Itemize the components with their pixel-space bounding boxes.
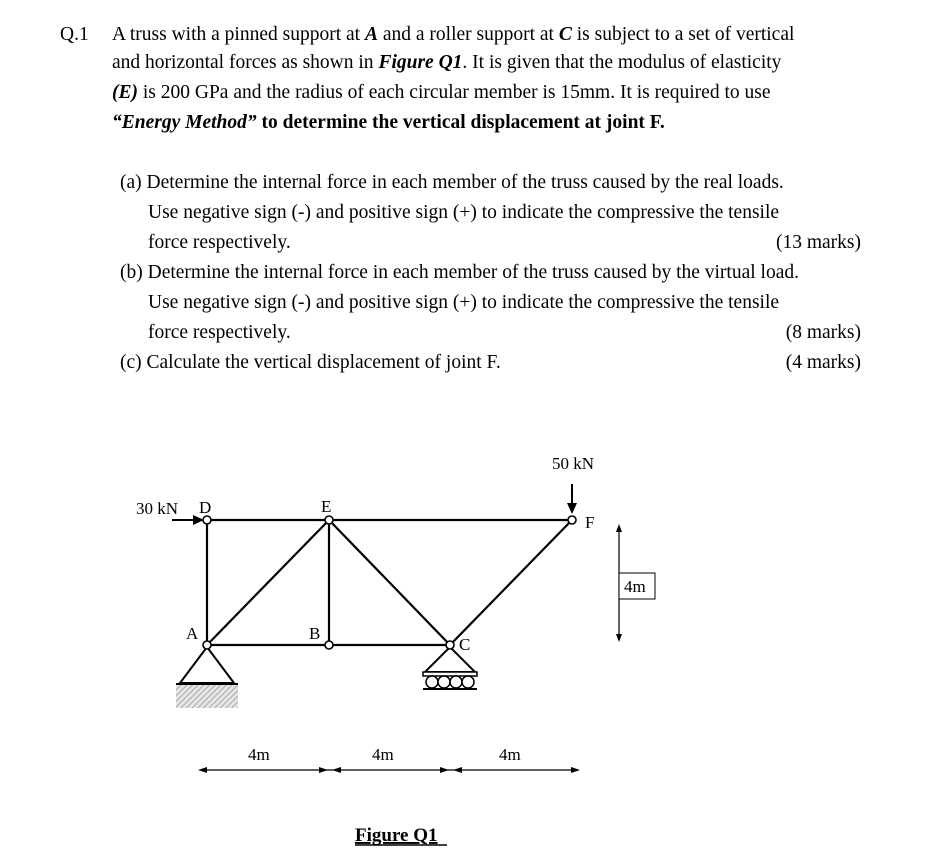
question-line-3: (E) is 200 GPa and the radius of each circular member is 15mm. It is required to use: [112, 82, 771, 103]
pin-support-A: [176, 647, 238, 708]
question-number: Q.1: [60, 24, 89, 45]
part-a-line-2: Use negative sign (-) and positive sign (+) to indicate the compressive the tensile: [148, 202, 780, 223]
joint-E-marker: [325, 516, 333, 524]
joint-F-marker: [568, 516, 576, 524]
joint-A-marker: [203, 641, 211, 649]
part-a-line-3: force respectively.: [148, 232, 291, 253]
label-A: A: [186, 624, 199, 643]
figure-caption: Figure Q1: [355, 825, 438, 846]
load-50kN-label: 50 kN: [552, 454, 595, 473]
part-c-marks: (4 marks): [785, 352, 861, 373]
part-b-line-1: (b) Determine the internal force in each member of the truss caused by the virtual load.: [120, 262, 799, 283]
label-C: C: [459, 635, 471, 654]
label-D: D: [199, 498, 212, 517]
label-B: B: [309, 624, 321, 643]
label-E: E: [321, 497, 332, 516]
dim-height-label: 4m: [624, 577, 646, 596]
question-line-4: “Energy Method” to determine the vertical displacement at joint F.: [112, 112, 665, 133]
dim-span2-label: 4m: [372, 745, 394, 764]
load-arrow-vertical: [567, 484, 577, 514]
part-b-marks: (8 marks): [785, 322, 861, 343]
truss-members: [207, 520, 572, 645]
joint-C-marker: [446, 641, 454, 649]
joint-D-marker: [203, 516, 211, 524]
part-b-line-3: force respectively.: [148, 322, 291, 343]
part-b-line-2: Use negative sign (-) and positive sign (+) to indicate the compressive the tensile: [148, 292, 780, 313]
label-F: F: [585, 513, 595, 532]
part-a-marks: (13 marks): [775, 232, 861, 253]
truss-figure: [0, 430, 927, 860]
member-EC: [329, 520, 450, 645]
part-c-line-1: (c) Calculate the vertical displacement of joint F.: [120, 352, 501, 373]
question-line-2: and horizontal forces as shown in Figure Q1. It is given that the modulus of elasticity: [112, 52, 782, 73]
dim-span1-label: 4m: [248, 745, 270, 764]
member-CF: [450, 520, 572, 645]
dim-span3-label: 4m: [499, 745, 521, 764]
part-a-line-1: (a) Determine the internal force in each member of the truss caused by the real loads.: [120, 172, 784, 193]
question-line-1: A truss with a pinned support at A and a roller support at C is subject to a set of vertical: [112, 24, 795, 45]
load-30kN-label: 30 kN: [136, 499, 179, 518]
joint-B-marker: [325, 641, 333, 649]
